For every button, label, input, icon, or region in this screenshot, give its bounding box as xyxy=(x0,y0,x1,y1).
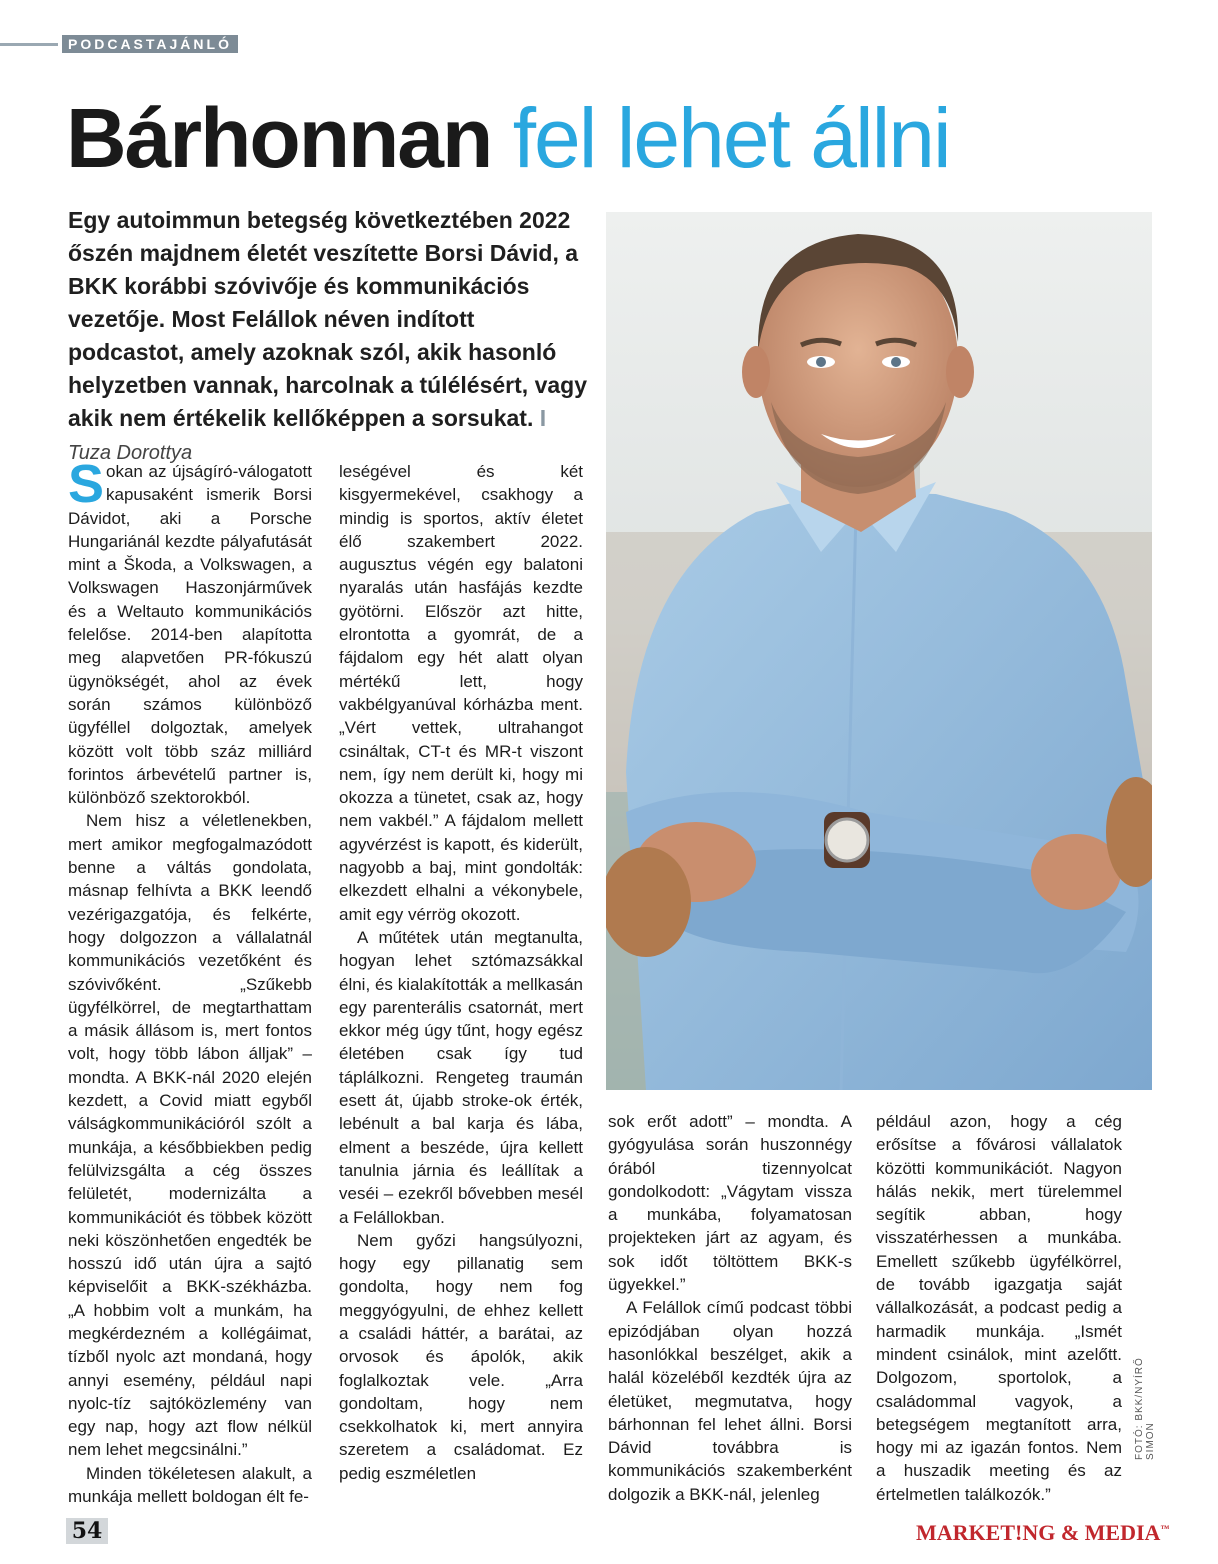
body-column-4 xyxy=(876,1110,1122,1520)
headline-bold: Bárhonnan xyxy=(66,91,492,185)
lead-paragraph xyxy=(68,204,588,470)
portrait-photo xyxy=(606,212,1152,1090)
page-number: 54 xyxy=(66,1518,108,1544)
paragraph: Nem hisz a véletlenekben, mert amikor megfogalmazódott benne a váltás gondolata, másnap felhívta a BKK leendő vezérigazgatója, és felkérte, hogy dolgozzon a vállalatnál kommunikációs vezetőként és szóvivőként. „Szűkebb ügyfélkörrel, de megtarthattam a másik állásom is, mert fontos volt, hogy több lábon álljak” – mondta. A BKK-nál 2020 elején kezdett, a Covid miatt egyből válságkommunikációról szólt a munkája, a későbbiekben pedig felülvizsgálta a cég összes felületét, modernizálta a kommunikációt és többek között neki köszönhetően engedték be hosszú idő után újra a sajtó képviselőit a BKK-székházba. „A hobbim volt a munkám, ha megkérdezném a kollégáimat, tízből nyolc azt mondaná, hogy annyi esemény, például napi nyolc-tíz sajtóközlemény van egy nap, hogy azt flow nélkül nem lehet megcsinálni.” xyxy=(68,811,312,1460)
body-column-2 xyxy=(339,460,583,1520)
lead-separator: I xyxy=(539,405,547,431)
paragraph: A műtétek után megtanulta, hogyan lehet sztómazsákkal élni, és kialakították a mellkasán egy parenterális csatornát, mert ekkor még úgy tűnt, hogy egész életében csak így tud táplálkozni. Rengeteg traumán esett át, újabb stroke-ok érték, lebénult a bal karja és lába, elment a beszéde, újra kellett tanulnia járnia és leállítak a veséi – ezekről bővebben mesél a Felállokban. xyxy=(339,927,583,1227)
section-label: PODCASTAJÁNLÓ xyxy=(62,35,238,53)
headline xyxy=(66,88,1166,188)
photo-credit: FOTÓ: BKK/NYÍRŐ SIMON xyxy=(1134,1357,1156,1460)
paragraph: A Felállok című podcast többi epizódjában olyan hozzá hasonlókkal beszélget, akik a halál közeléből kezdték újra az életüket, megmutatva, hogy bárhonnan fel lehet állni. Borsi Dávid továbbra is kommunikációs szakemberként dolgozik a BKK-nál, jelenleg xyxy=(608,1298,852,1504)
brand-ampersand: & xyxy=(1060,1520,1080,1545)
drop-cap: S xyxy=(68,460,105,514)
brand-name-1: MARKET!NG xyxy=(916,1520,1056,1545)
body-column-3 xyxy=(608,1110,852,1520)
portrait-illustration xyxy=(606,212,1152,1090)
paragraph: Minden tökéletesen alakult, a munkája mellett boldogan élt fe- xyxy=(68,1463,312,1507)
brand-trademark: ™ xyxy=(1160,1523,1170,1534)
paragraph: például azon, hogy a cég erősítse a fővárosi vállalatok közötti kommunikációt. Nagyon hálás nekik, mert türelemmel segítik abban, hogy visszatérhessen a munkába. Emellett szűkebb ügyfélkörrel, de tovább igazgatja saját vállalkozását, a podcast pedig a harmadik munkája. „Ismét mindent csinálok, mint azelőtt. Dolgozom, sportolok, a családommal vagyok, a betegségem megtanított arra, hogy mi az igazán fontos. Nem a huszadik meeting és az értelmetlen találkozók.” xyxy=(876,1112,1122,1504)
magazine-logo xyxy=(916,1520,1170,1546)
lead-text: Egy autoimmun betegség következtében 2022 őszén majdnem életét veszítette Borsi Dávid, a BKK korábbi szóvivője és kommunikációs vezetője. Most Felállok néven indított podcastot, amely azoknak szól, akik hasonló helyzetben vannak, harcolnak a túlélésért, vagy akik nem értékelik kellőképpen a sorsukat. xyxy=(68,207,587,431)
section-rule xyxy=(0,43,58,46)
body-column-1 xyxy=(68,460,312,1520)
section-header xyxy=(0,35,252,53)
paragraph: leségével és két kisgyermekével, csakhogy a mindig is sportos, aktív életet élő szakembert 2022. augusztus végén egy balatoni nyaralás után hasfájás kezdte gyötörni. Először azt hitte, elrontotta a gyomrát, de a fájdalom egy hét alatt olyan mértékű lett, hogy vakbélgyanúval kórházba ment. „Vért vettek, ultrahangot csináltak, CT-t és MR-t viszont nem, így nem derült ki, hogy mi okozza a tünetet, csak az, hogy nem vakbél.” A fájdalom mellett agyvérzést is kapott, és kiderült, nagyobb a baj, mint gondolták: elkezdett elhalni a vékonybele, amit egy vérrög okozott. xyxy=(339,462,583,924)
headline-light: fel lehet állni xyxy=(512,91,950,185)
paragraph-text: okan az újságíró-válogatott kapusaként ismerik Borsi Dávidot, aki a Porsche Hungariánál kezdte pályafutását mint a Škoda, a Volkswagen, a Volkswagen Haszonjárművek és a Weltauto kommunikációs felelőse. 2014-ben alapította meg alapvetően PR-fókuszú ügynökségét, ahol az évek során számos különböző ügyféllel dolgoztak, amelyek között volt több száz milliárd forintos árbevételű partner is, különböző szektorokból. xyxy=(68,462,312,808)
byline: Tuza Dorottya xyxy=(68,442,193,464)
paragraph xyxy=(68,460,312,809)
paragraph: sok erőt adott” – mondta. A gyógyulása során huszonnégy órából tizennyolcat gondolkodott: „Vágytam vissza a munkába, folyamatosan projekteken járt az agyam, és sok időt töltöttem BKK-s ügyekkel.” xyxy=(608,1112,852,1295)
paragraph: Nem győzi hangsúlyozni, hogy egy pillanatig sem gondolta, hogy nem fog meggyógyulni, de ehhez kellett a családi háttér, a barátai, az orvosok és ápolók, akik foglalkoztak vele. „Arra gondoltam, hogy nem csekkolhatok ki, mert annyira szeretem a családomat. Ez pedig eszméletlen xyxy=(339,1230,583,1483)
brand-name-2: MEDIA xyxy=(1084,1520,1161,1545)
